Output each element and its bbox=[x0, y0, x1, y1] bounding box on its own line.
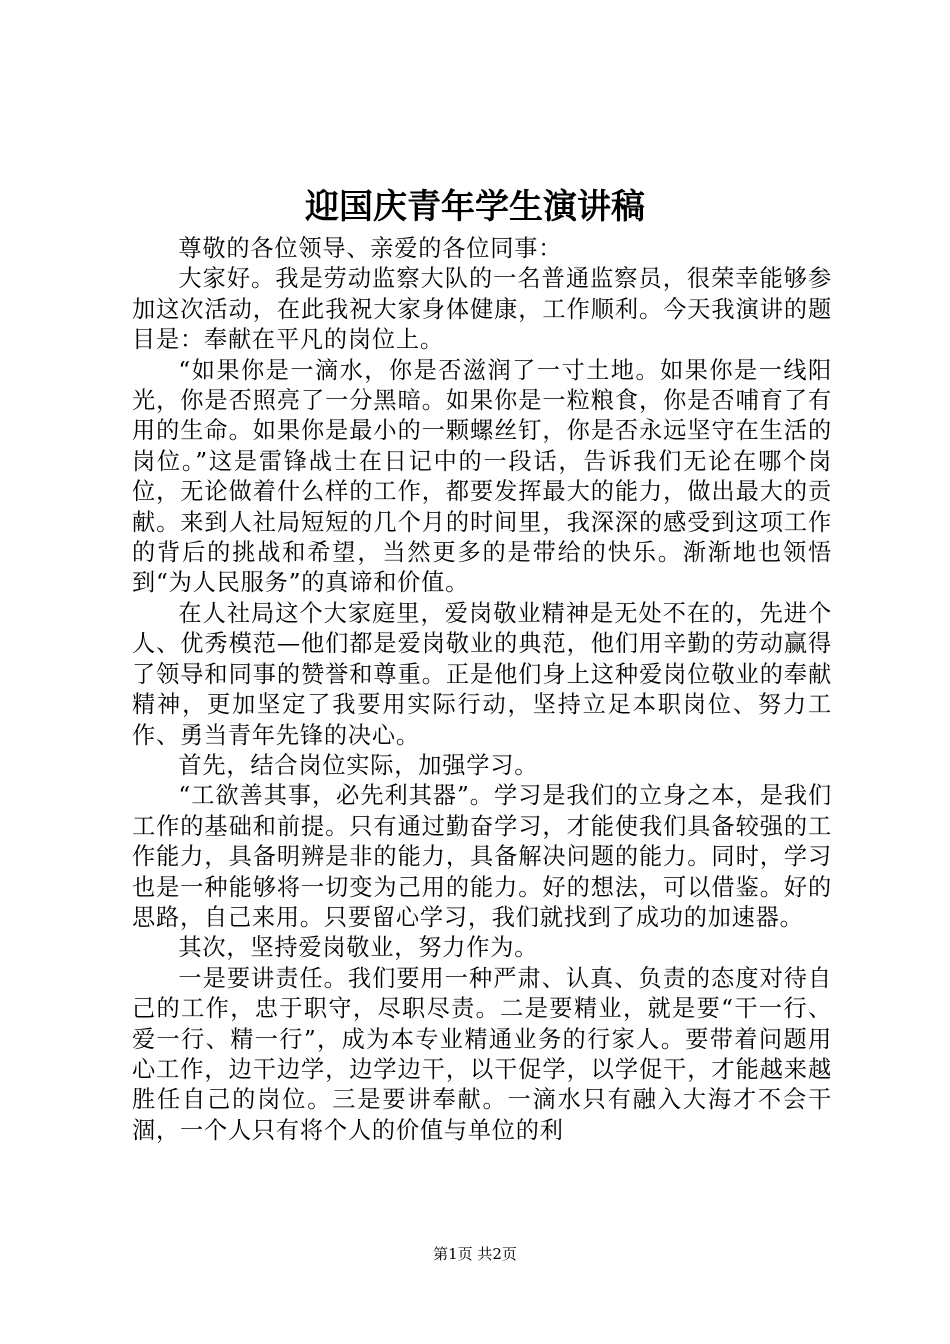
paragraph-lei-feng-quote: “如果你是一滴水，你是否滋润了一寸土地。如果你是一线阳光，你是否照亮了一分黑暗。如果你是一粒粮食，你是否哺育了有用的生命。如果你是最小的一颗螺丝钉，你是否永远坚守在生活的岗位。”这是雷锋战士在日记中的一段话，告诉我们无论在哪个岗位，无论做着什么样的工作，都要发挥最大的能力，做出最大的贡献。来到人社局短短的几个月的时间里，我深深的感受到这项工作的背后的挑战和希望，当然更多的是带给的快乐。渐渐地也领悟到“为人民服务”的真谛和价值。 bbox=[132, 356, 832, 597]
paragraph-first-point: 首先，结合岗位实际，加强学习。 bbox=[178, 751, 539, 779]
document-body bbox=[132, 234, 832, 1146]
document-title: 迎国庆青年学生演讲稿 bbox=[305, 187, 645, 227]
paragraph-big-family: 在人社局这个大家庭里，爱岗敬业精神是无处不在的，先进个人、优秀模范—他们都是爱岗敬业的典范，他们用辛勤的劳动赢得了领导和同事的赞誉和尊重。正是他们身上这种爱岗位敬业的奉献精神，更加坚定了我要用实际行动，坚持立足本职岗位、努力工作、勇当青年先锋的决心。 bbox=[132, 599, 832, 749]
paragraph-second-point: 其次，坚持爱岗敬业，努力作为。 bbox=[178, 934, 539, 962]
paragraph-salutation: 尊敬的各位领导、亲爱的各位同事： bbox=[178, 235, 563, 262]
paragraph-responsibility: 一是要讲责任。我们要用一种严肃、认真、负责的态度对待自己的工作，忠于职守，尽职尽责。二是要精业，就是要“干一行、爱一行、精一行”，成为本专业精通业务的行家人。要带着问题用心工作，边干边学，边学边干，以干促学，以学促干，才能越来越胜任自己的岗位。三是要讲奉献。一滴水只有融入大海才不会干涸，一个人只有将个人的价值与单位的利 bbox=[132, 964, 832, 1144]
paragraph-learning: “工欲善其事，必先利其器”。学习是我们的立身之本，是我们工作的基础和前提。只有通过勤奋学习，才能使我们具备较强的工作能力，具备明辨是非的能力，具备解决问题的能力。同时，学习也是一种能够将一切变为己用的能力。好的想法，可以借鉴。好的思路，自己来用。只要留心学习，我们就找到了成功的加速器。 bbox=[132, 782, 832, 931]
page-footer: 第1页 共2页 bbox=[433, 1245, 517, 1263]
paragraph-greeting: 大家好。我是劳动监察大队的一名普通监察员，很荣幸能够参加这次活动，在此我祝大家身体健康，工作顺利。今天我演讲的题目是：奉献在平凡的岗位上。 bbox=[132, 265, 832, 354]
